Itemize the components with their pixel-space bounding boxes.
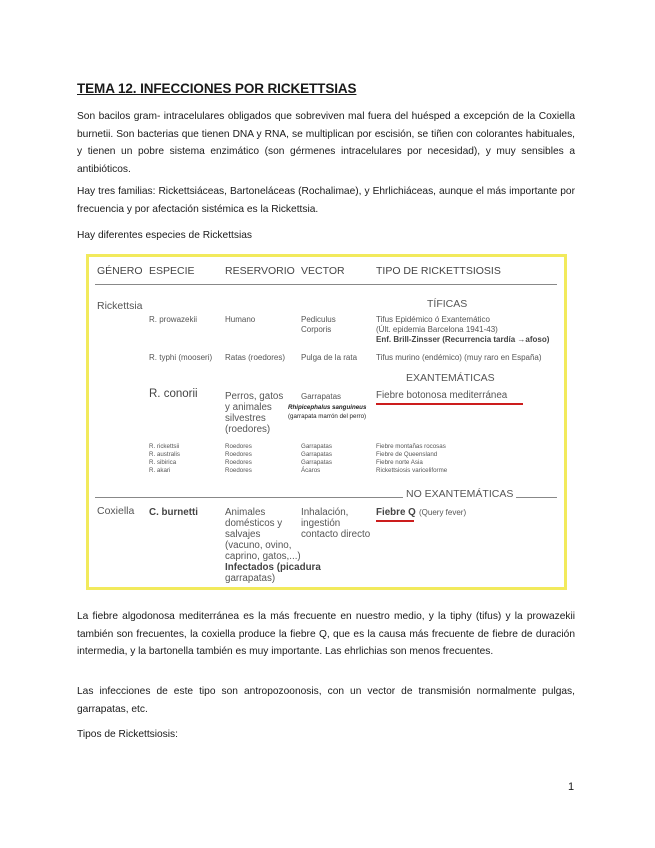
especie-conorii: R. conorii <box>149 388 198 400</box>
reservorio-conorii-1: Perros, gatos <box>225 391 284 402</box>
reservorio-prowazekii: Humano <box>225 315 256 324</box>
paragraph-intro: Son bacilos gram- intracelulares obligados que sobreviven mal fuera del huésped a excepción de la Coxiella burnetii. Son bacterias que tienen DNA y RNA, se multiplican por escisión, se tiñen con colorantes habituales, y tienen un pobre sistema enzimático (son gérmenes intracelulares por necesidad), y muy sensibles a antibióticos. <box>77 111 575 175</box>
especie-akari: R. akari <box>149 467 171 474</box>
reservorio-burnetti-7: garrapatas) <box>225 573 276 584</box>
paragraph-frequency: La fiebre algodonosa mediterránea es la más frecuente en nuestro medio, y la tiphy (tifus) y la prowazekii también son frecuentes, la coxiella produce la fiebre Q, que es la causa más frecuente de fiebre de duración intermedia, y la bartonella también es muy importante. Las ehrlichias son menos frecuentes. <box>77 611 575 657</box>
especie-sibirica: R. sibirica <box>149 459 177 466</box>
tipo-akari: Rickettsiosis variceliforme <box>376 467 448 474</box>
reservorio-conorii-3: silvestres <box>225 413 266 424</box>
vector-akari: Ácaros <box>301 467 321 474</box>
header-divider <box>95 284 557 285</box>
reservorio-burnetti-3: salvajes <box>225 529 261 540</box>
tipo-australis: Fiebre de Queensland <box>376 451 438 458</box>
tipo-burnetti-note: (Query fever) <box>419 508 467 517</box>
paragraph-families: Hay tres familias: Rickettsiáceas, Bartoneláceas (Rochalimae), y Ehrlichiáceas, aunque el más importante por frecuencia y por afectación sistémica es la Rickettsia. <box>77 186 575 215</box>
vector-burnetti-3: contacto directo <box>301 529 371 540</box>
section-tificas: TÍFICAS <box>427 298 468 310</box>
tipo-conorii: Fiebre botonosa mediterránea <box>376 390 508 401</box>
reservorio-conorii-2: y animales <box>225 402 272 413</box>
page-number: 1 <box>568 781 575 793</box>
vector-prowazekii-2: Corporis <box>301 325 332 334</box>
vector-conorii-note-1: Rhipicephalus sanguineus <box>288 404 367 411</box>
paragraph-tipos: Tipos de Rickettsiosis: <box>77 729 178 740</box>
tipo-burnetti: Fiebre Q <box>376 507 416 518</box>
conorii-red-underline <box>376 403 523 405</box>
vector-typhi: Pulga de la rata <box>301 353 358 362</box>
reservorio-burnetti-2: domésticos y <box>225 518 283 529</box>
header-reservorio: RESERVORIO <box>225 265 295 277</box>
vector-rickettsii: Garrapatas <box>301 443 332 450</box>
page-title: TEMA 12. INFECCIONES POR RICKETTSIAS <box>77 81 357 96</box>
vector-conorii-note-2: (garrapata marrón del perro) <box>288 413 367 420</box>
vector-burnetti-1: Inhalación, <box>301 507 349 518</box>
especie-burnetti: C. burnetti <box>149 507 198 518</box>
paragraph-species-intro: Hay diferentes especies de Rickettsias <box>77 230 252 241</box>
vector-conorii: Garrapatas <box>301 392 342 401</box>
rickettsia-table-figure <box>86 254 567 590</box>
header-vector: VECTOR <box>301 265 345 277</box>
tipo-typhi: Tifus murino (endémico) (muy raro en España) <box>376 353 542 362</box>
especie-australis: R. australis <box>149 451 180 458</box>
vector-prowazekii-1: Pediculus <box>301 315 336 324</box>
header-genero: GÉNERO <box>97 265 143 277</box>
genus-coxiella: Coxiella <box>97 505 135 517</box>
reservorio-burnetti-6: Infectados (picadura <box>225 562 321 573</box>
header-tipo: TIPO DE RICKETTSIOSIS <box>376 265 501 277</box>
reservorio-australis: Roedores <box>225 451 252 458</box>
especie-typhi: R. typhi (mooseri) <box>149 353 213 362</box>
reservorio-burnetti-5: caprino, gatos,...) <box>225 551 301 562</box>
tipo-sibirica: Fiebre norte Asia <box>376 459 423 466</box>
genus-rickettsia: Rickettsia <box>97 300 143 312</box>
reservorio-typhi: Ratas (roedores) <box>225 353 286 362</box>
especie-prowazekii: R. prowazekii <box>149 315 198 324</box>
reservorio-rickettsii: Roedores <box>225 443 252 450</box>
tipo-rickettsii: Fiebre montañas rocosas <box>376 443 446 450</box>
vector-burnetti-2: ingestión <box>301 518 341 529</box>
header-especie: ESPECIE <box>149 265 195 277</box>
vector-australis: Garrapatas <box>301 451 332 458</box>
reservorio-akari: Roedores <box>225 467 252 474</box>
especie-rickettsii: R. rickettsii <box>149 443 180 450</box>
paragraph-antropozoonosis: Las infecciones de este tipo son antropozoonosis, con un vector de transmisión normalmente pulgas, garrapatas, etc. <box>77 686 575 715</box>
reservorio-sibirica: Roedores <box>225 459 252 466</box>
tipo-prowazekii-2: (Últ. epidemia Barcelona 1941-43) <box>376 325 498 334</box>
section-exantematicas: EXANTEMÁTICAS <box>406 372 495 384</box>
tipo-prowazekii-3: Enf. Brill-Zinsser (Recurrencia tardía →afoso) <box>376 335 550 344</box>
reservorio-conorii-4: (roedores) <box>225 424 271 435</box>
reservorio-burnetti-4: (vacuno, ovino, <box>225 540 292 551</box>
burnetti-red-underline <box>376 520 414 522</box>
tipo-prowazekii-1: Tifus Epidémico ó Exantemático <box>376 315 490 324</box>
reservorio-burnetti-1: Animales <box>225 507 266 518</box>
vector-sibirica: Garrapatas <box>301 459 332 466</box>
section-no-exantematicas: NO EXANTEMÁTICAS <box>403 490 516 500</box>
